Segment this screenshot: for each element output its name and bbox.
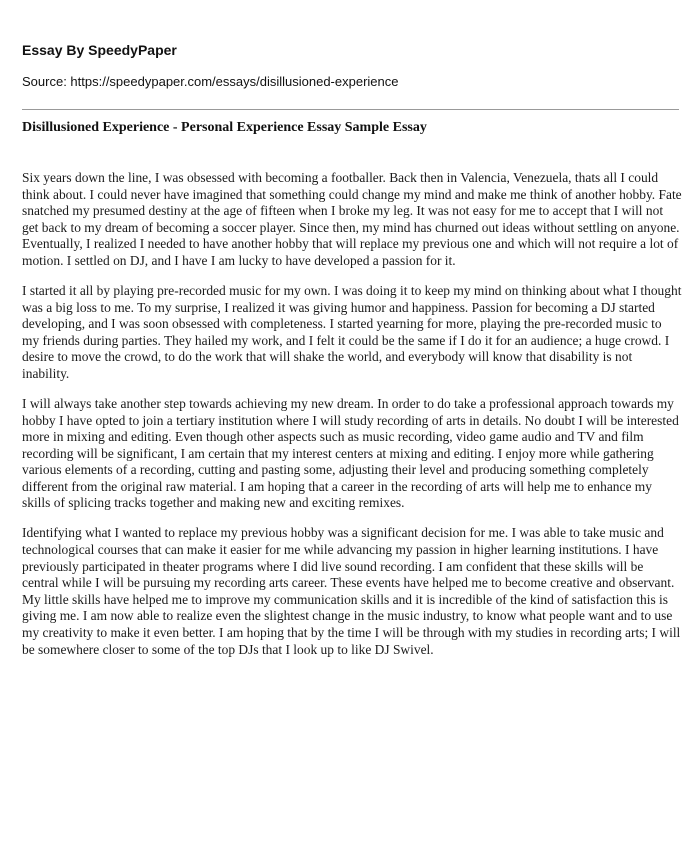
essay-paragraph: I started it all by playing pre-recorded music for my own. I was doing it to keep my mind on thinking about what I thought was a big loss to me. To my surprise, I realized it was giving humor and happiness. Passion for becoming a DJ started developing, and I was soon obsessed with completeness. I started yearning for more, playing the pre-recorded music to my friends during parties. They hailed my work, and I felt it could be the same if I do it for an audience; a huge crowd. I desire to move the crowd, to do the work that will shake the world, and everybody will know that disability is not inability. (22, 282, 682, 381)
essay-paragraph: Six years down the line, I was obsessed with becoming a footballer. Back then in Valencia, Venezuela, thats all I could think about. I could never have imagined that something could change my mind and make me think of another hobby. Fate snatched my presumed destiny at the age of fifteen when I broke my leg. It was not easy for me to accept that I will not get back to my dream of becoming a soccer player. Since then, my mind has churned out ideas without settling on anyone. Eventually, I realized I needed to have another hobby that will replace my previous one and which will not require a lot of motion. I settled on DJ, and I have I am lucky to have developed a passion for it. (22, 170, 682, 268)
essay-title: Disillusioned Experience - Personal Experience Essay Sample Essay (22, 120, 427, 135)
essay-body (22, 170, 682, 672)
header-divider (22, 109, 679, 110)
site-label: Essay By SpeedyPaper (22, 42, 177, 58)
source-line: Source: https://speedypaper.com/essays/disillusioned-experience (22, 74, 399, 89)
essay-paragraph: Identifying what I wanted to replace my previous hobby was a significant decision for me. I was able to take music and technological courses that can make it easier for me while advancing my passion in higher learning institutions. I have previously participated in theater programs where I did live sound recording. I am confident that these skills will be central while I will be pursuing my recording arts career. These events have helped me to become creative and observant. My little skills have helped me to improve my communication skills and it is incredible of the kind of satisfaction this is giving me. I am now able to realize even the slightest change in the music industry, to know what people want and to use my creativity to make it even better. I am hoping that by the time I will be through with my studies in recording arts; I will be somewhere closer to some of the top DJs that I look up to like DJ Swivel. (22, 525, 681, 657)
essay-paragraph: I will always take another step towards achieving my new dream. In order to do take a professional approach towards my hobby I have opted to join a tertiary institution where I will study recording of arts in details. No doubt I will be interested more in mixing and editing. Even though other aspects such as music recording, video game audio and TV and film recording will be significant, I am certain that my interest centers at mixing and editing. I enjoy more while gathering various elements of a recording, cutting and pasting some, adjusting their level and producing something completely different from the original raw material. I am hoping that a career in the recording of arts will help me to enhance my skills of splicing tracks together and making new and exciting remixes. (22, 395, 679, 511)
